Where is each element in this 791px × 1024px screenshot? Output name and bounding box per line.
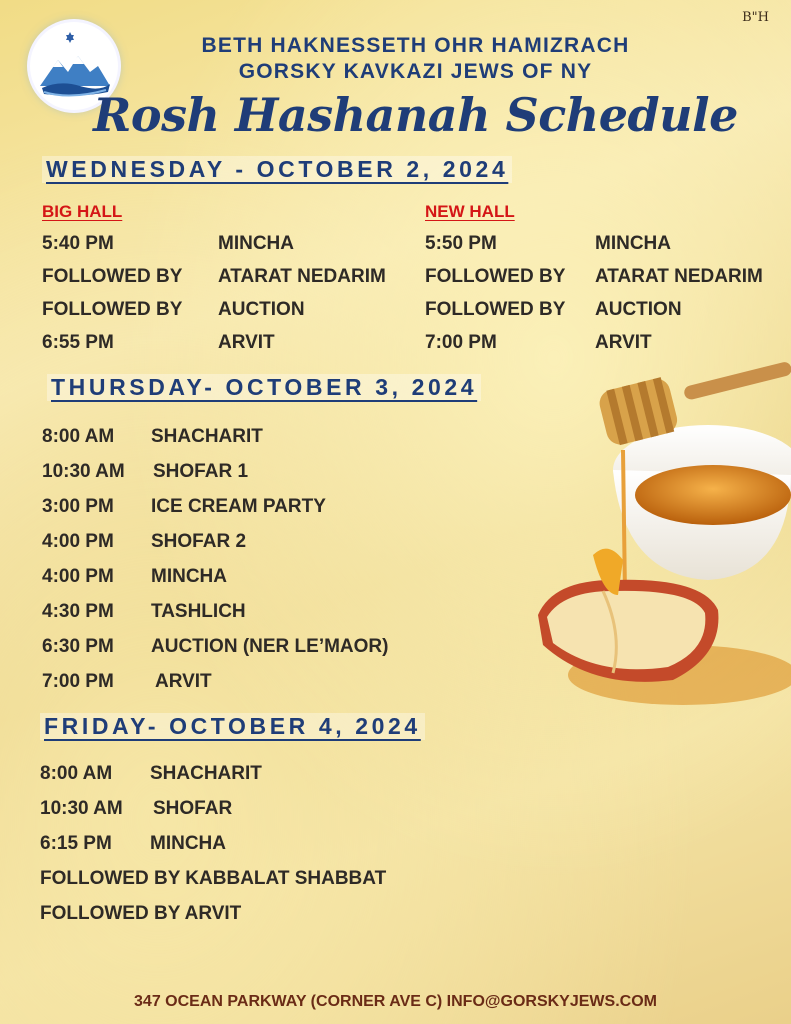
honey-dipper-icon (533, 355, 791, 715)
thursday-time: 8:00 AM (42, 426, 115, 447)
big-hall-event: AUCTION (218, 299, 305, 320)
thursday-time: 4:00 PM (42, 531, 114, 552)
new-hall-time: FOLLOWED BY (425, 266, 566, 287)
thursday-event: TASHLICH (151, 601, 246, 622)
new-hall-time: FOLLOWED BY (425, 299, 566, 320)
friday-line: FOLLOWED BY ARVIT (40, 903, 242, 924)
thursday-time: 7:00 PM (42, 671, 114, 692)
friday-heading: FRIDAY- OCTOBER 4, 2024 (40, 713, 425, 740)
new-hall-event: MINCHA (595, 233, 671, 254)
thursday-event: SHOFAR 2 (151, 531, 247, 552)
big-hall-event: ATARAT NEDARIM (218, 266, 386, 287)
new-hall-time: 7:00 PM (425, 332, 497, 353)
big-hall-event: ARVIT (218, 332, 275, 353)
big-hall-event: MINCHA (218, 233, 294, 254)
org-name-line2: GORSKY KAVKAZI JEWS OF NY (238, 60, 593, 83)
thursday-heading: THURSDAY- OCTOBER 3, 2024 (47, 374, 481, 401)
friday-event: MINCHA (150, 833, 226, 854)
thursday-event: ICE CREAM PARTY (151, 496, 326, 517)
friday-event: SHOFAR (153, 798, 233, 819)
baruch-hashem-mark: B"H (742, 10, 769, 25)
big-hall-time: FOLLOWED BY (42, 299, 183, 320)
honey-apple-illustration (533, 355, 791, 715)
thursday-event: SHACHARIT (151, 426, 263, 447)
page-title: Rosh Hashanah Schedule (93, 88, 738, 142)
wednesday-heading: WEDNESDAY - OCTOBER 2, 2024 (42, 156, 512, 183)
thursday-event: MINCHA (151, 566, 227, 587)
thursday-time: 10:30 AM (42, 461, 125, 482)
friday-time: 8:00 AM (40, 763, 113, 784)
big-hall-time: FOLLOWED BY (42, 266, 183, 287)
friday-event: SHACHARIT (150, 763, 262, 784)
thursday-time: 6:30 PM (42, 636, 114, 657)
big-hall-time: 6:55 PM (42, 332, 114, 353)
new-hall-time: 5:50 PM (425, 233, 497, 254)
new-hall-event: AUCTION (595, 299, 682, 320)
new-hall-event: ARVIT (595, 332, 652, 353)
friday-line: FOLLOWED BY KABBALAT SHABBAT (40, 868, 387, 889)
big-hall-label: BIG HALL (42, 202, 123, 221)
footer-address-email: 347 OCEAN PARKWAY (CORNER AVE C) INFO@GORSKYJEWS.COM (134, 993, 657, 1010)
thursday-event: AUCTION (NER LE’MAOR) (151, 636, 389, 657)
new-hall-label: NEW HALL (425, 202, 515, 221)
org-name-line1: BETH HAKNESSETH OHR HAMIZRACH (201, 34, 630, 57)
thursday-event: ARVIT (155, 671, 212, 692)
big-hall-time: 5:40 PM (42, 233, 114, 254)
friday-time: 6:15 PM (40, 833, 112, 854)
thursday-time: 4:30 PM (42, 601, 114, 622)
thursday-event: SHOFAR 1 (153, 461, 249, 482)
new-hall-event: ATARAT NEDARIM (595, 266, 763, 287)
friday-time: 10:30 AM (40, 798, 123, 819)
thursday-time: 3:00 PM (42, 496, 114, 517)
thursday-time: 4:00 PM (42, 566, 114, 587)
